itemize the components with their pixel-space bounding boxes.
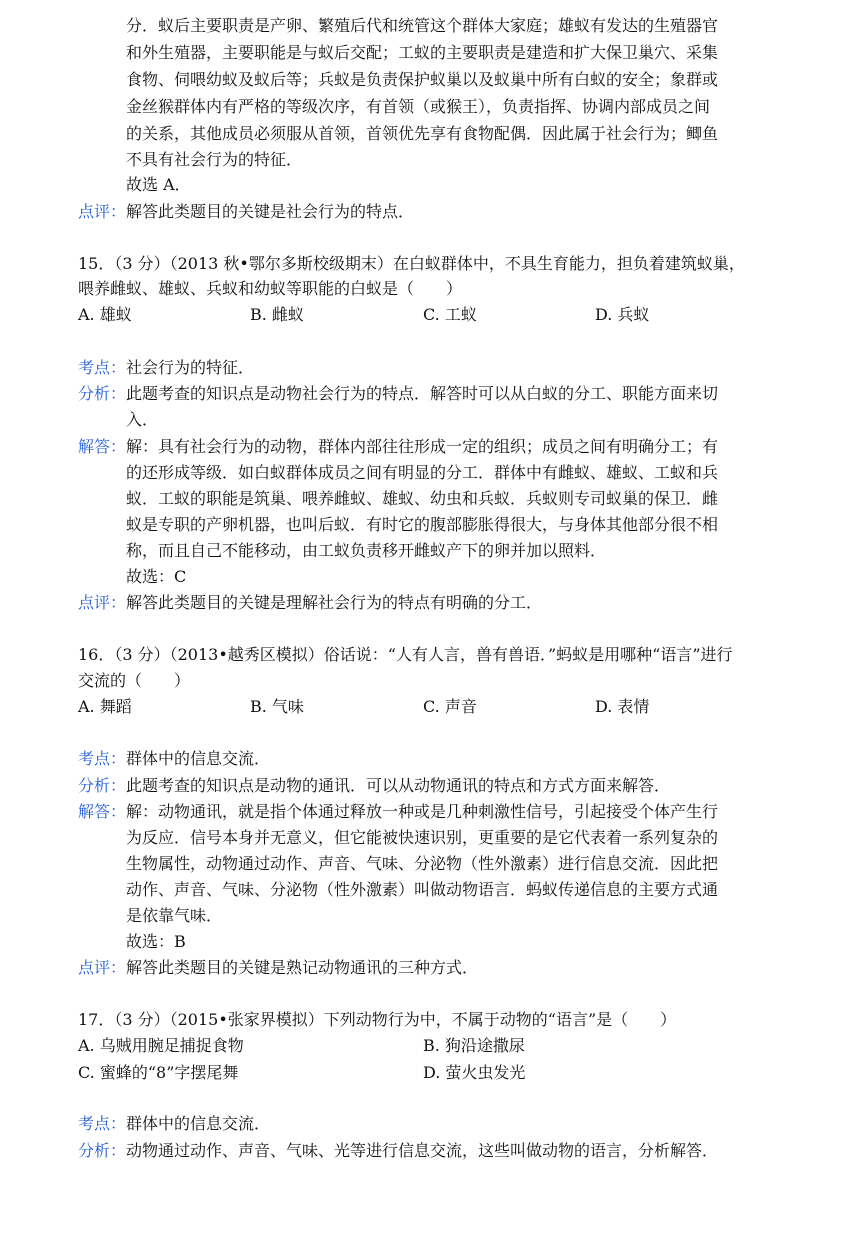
answer-line: 食物、伺喂幼蚁及蚁后等；兵蚁是负责保护蚁巢以及蚁巢中所有白蚁的安全；象群或 [126,70,719,89]
answer-choice: 故选 A． [126,175,191,194]
question-stem: 16．（3 分）（2013•越秀区模拟）俗话说：“人有人言，兽有兽语．”蚂蚁是用哪种“语言”进行 [78,645,733,664]
option-a: A. 舞蹈 [78,697,132,716]
dianping-row [78,593,542,615]
fenxi-row [78,384,718,406]
comment-text: 解答此类题目的关键是社会行为的特点． [126,202,415,221]
comment-label: 点评： [78,202,127,221]
answer-line: 和外生殖器，主要职能是与蚁后交配；工蚁的主要职责是建造和扩大保卫巢穴、采集 [126,43,719,62]
question-stem: 15．（3 分）（2013 秋•鄂尔多斯校级期末）在白蚁群体中，不具生育能力，担负着建筑蚁巢， [78,254,745,273]
kaodian-text: 群体中的信息交流． [126,749,271,768]
kaodian-label: 考点： [78,1114,127,1133]
kaodian-label: 考点： [78,358,127,377]
fenxi-text: 此题考查的知识点是动物的通讯．可以从动物通讯的特点和方式方面来解答． [126,776,671,795]
option-b: B. 气味 [250,697,304,716]
fenxi-text: 动物通过动作、声音、气味、光等进行信息交流，这些叫做动物的语言，分析解答． [126,1141,719,1160]
option-c: C. 蜜蜂的“8”字摆尾舞 [78,1063,239,1082]
kaodian-text: 社会行为的特征． [126,358,255,377]
answer-line: 金丝猴群体内有严格的等级次序，有首领（或猴王），负责指挥、协调内部成员之间 [126,97,711,116]
fenxi-label: 分析： [78,384,127,403]
jieda-label: 解答： [78,437,127,456]
jieda-text: 解：动物通讯，就是指个体通过释放一种或是几种刺激性信号，引起接受个体产生行 [126,802,719,821]
option-b: B. 狗沿途撒尿 [423,1036,525,1055]
fenxi-label: 分析： [78,1141,127,1160]
option-a: A. 乌贼用腕足捕捉食物 [78,1036,244,1055]
kaodian-row [78,358,254,380]
fenxi-row [78,776,670,798]
jieda-text: 生物属性，动物通过动作、声音、气味、分泌物（性外激素）进行信息交流．因此把 [126,854,719,873]
answer-choice: 故选：C [126,567,187,586]
fenxi-row [78,1141,718,1163]
question-stem: 交流的（ ） [78,671,191,690]
jieda-row [78,802,718,824]
option-c: C. 声音 [423,697,477,716]
jieda-text: 解：具有社会行为的动物，群体内部往往形成一定的组织；成员之间有明确分工；有 [126,437,719,456]
answer-choice: 故选：B [126,932,186,951]
option-d: D. 兵蚁 [595,305,650,324]
answer-line: 不具有社会行为的特征． [126,150,303,169]
fenxi-text: 此题考查的知识点是动物社会行为的特点．解答时可以从白蚁的分工、职能方面来切 [126,384,719,403]
kaodian-row [78,1114,270,1136]
fenxi-label: 分析： [78,776,127,795]
option-d: D. 表情 [595,697,650,716]
jieda-text: 蚁是专职的产卵机器，也叫后蚁．有时它的腹部膨胀得很大，与身体其他部分很不相 [126,515,719,534]
jieda-text: 称，而且自己不能移动，由工蚁负责移开雌蚁产下的卵并加以照料． [126,541,607,560]
kaodian-row [78,749,270,771]
question-stem: 喂养雌蚁、雄蚁、兵蚁和幼蚁等职能的白蚁是（ ） [78,279,463,298]
dianping-text: 解答此类题目的关键是熟记动物通讯的三种方式． [126,958,479,977]
dianping-text: 解答此类题目的关键是理解社会行为的特点有明确的分工． [126,593,543,612]
jieda-row [78,437,718,459]
jieda-text: 动作、声音、气味、分泌物（性外激素）叫做动物语言．蚂蚁传递信息的主要方式通 [126,880,719,899]
jieda-text: 的还形成等级．如白蚁群体成员之间有明显的分工．群体中有雌蚁、雄蚁、工蚁和兵 [126,463,719,482]
option-b: B. 雌蚁 [250,305,304,324]
jieda-label: 解答： [78,802,127,821]
jieda-text: 为反应．信号本身并无意义，但它能被快速识别，更重要的是它代表着一系列复杂的 [126,828,719,847]
dianping-row [78,958,478,980]
option-d: D. 萤火虫发光 [423,1063,526,1082]
kaodian-label: 考点： [78,749,127,768]
jieda-text: 蚁．工蚁的职能是筑巢、喂养雌蚁、雄蚁、幼虫和兵蚁．兵蚁则专司蚁巢的保卫．雌 [126,489,719,508]
question-stem: 17．（3 分）（2015•张家界模拟）下列动物行为中，不属于动物的“语言”是（ ） [78,1010,677,1029]
option-c: C. 工蚁 [423,305,477,324]
option-a: A. 雄蚁 [78,305,132,324]
comment-row [78,202,414,224]
fenxi-text: 入． [126,410,159,429]
answer-line: 的关系，其他成员必须服从首领，首领优先享有食物配偶．因此属于社会行为；鲫鱼 [126,124,719,143]
dianping-label: 点评： [78,593,127,612]
answer-line: 分．蚁后主要职责是产卵、繁殖后代和统管这个群体大家庭；雄蚁有发达的生殖器官 [126,16,719,35]
jieda-text: 是依靠气味． [126,906,223,925]
dianping-label: 点评： [78,958,127,977]
kaodian-text: 群体中的信息交流． [126,1114,271,1133]
